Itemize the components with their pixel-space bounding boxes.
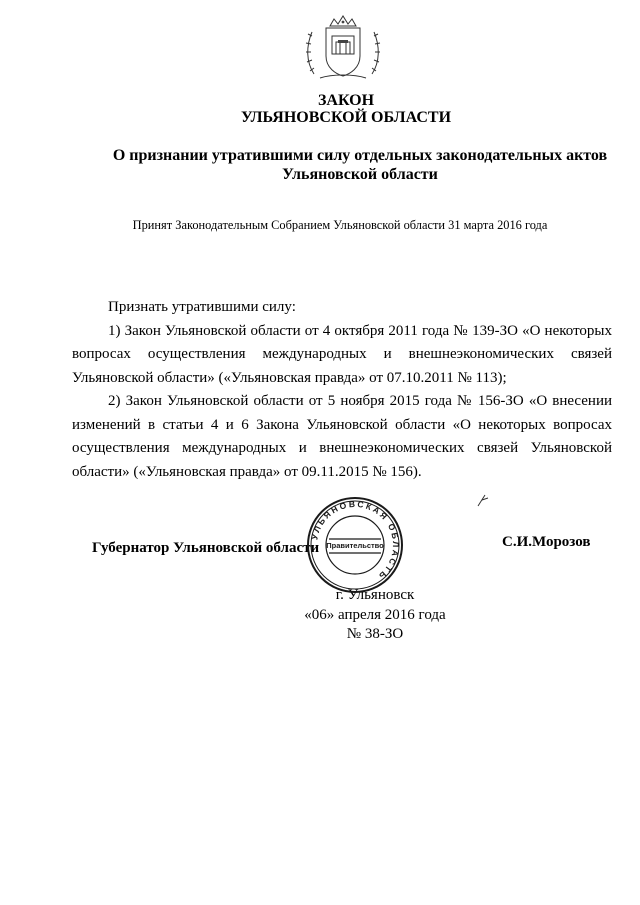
intro-paragraph: Признать утратившими силу: [108,299,296,315]
governor-name: С.И.Морозов [502,534,591,550]
adoption-note: Принят Законодательным Собранием Ульяновской области 31 марта 2016 года [132,218,548,232]
official-stamp [305,495,405,595]
signing-date: «06» апреля 2016 года [304,607,446,623]
list-item: 2) Закон Ульяновской области от 5 ноября 2015 года № 156-ЗО «О внесении изменений в статьи 4 и 6 Закона Ульяновской области «О некоторых вопросах осуществления международных и внешнеэкономических связей Ульяновской области» («Ульяновская правда» от 09.11.2015 № 156). [72,393,612,480]
law-subject [110,146,610,184]
law-label: ЗАКОН [317,92,375,109]
law-body [72,296,612,484]
subject-line: О признании утратившими силу отдельных законодательных актов [112,147,608,164]
pen-mark [476,492,490,508]
city: г. Ульяновск [335,587,415,603]
list-item: 1) Закон Ульяновской области от 4 октября 2011 года № 139-ЗО «О некоторых вопросах осуществления международных и внешнеэкономических связей Ульяновской области» («Ульяновская правда» от 07.10.2011 № 113); [72,322,612,386]
stamp-outer-text: УЛЬЯНОВСКАЯ ОБЛАСТЬ [309,498,402,583]
subject-line: Ульяновской области [282,166,438,183]
law-number: № 38-ЗО [346,626,404,642]
coat-of-arms-icon [300,14,386,82]
stamp-center-text: Правительство [326,541,384,550]
governor-title: Губернатор Ульяновской области [92,540,320,556]
region-name: УЛЬЯНОВСКОЙ ОБЛАСТИ [240,109,452,126]
